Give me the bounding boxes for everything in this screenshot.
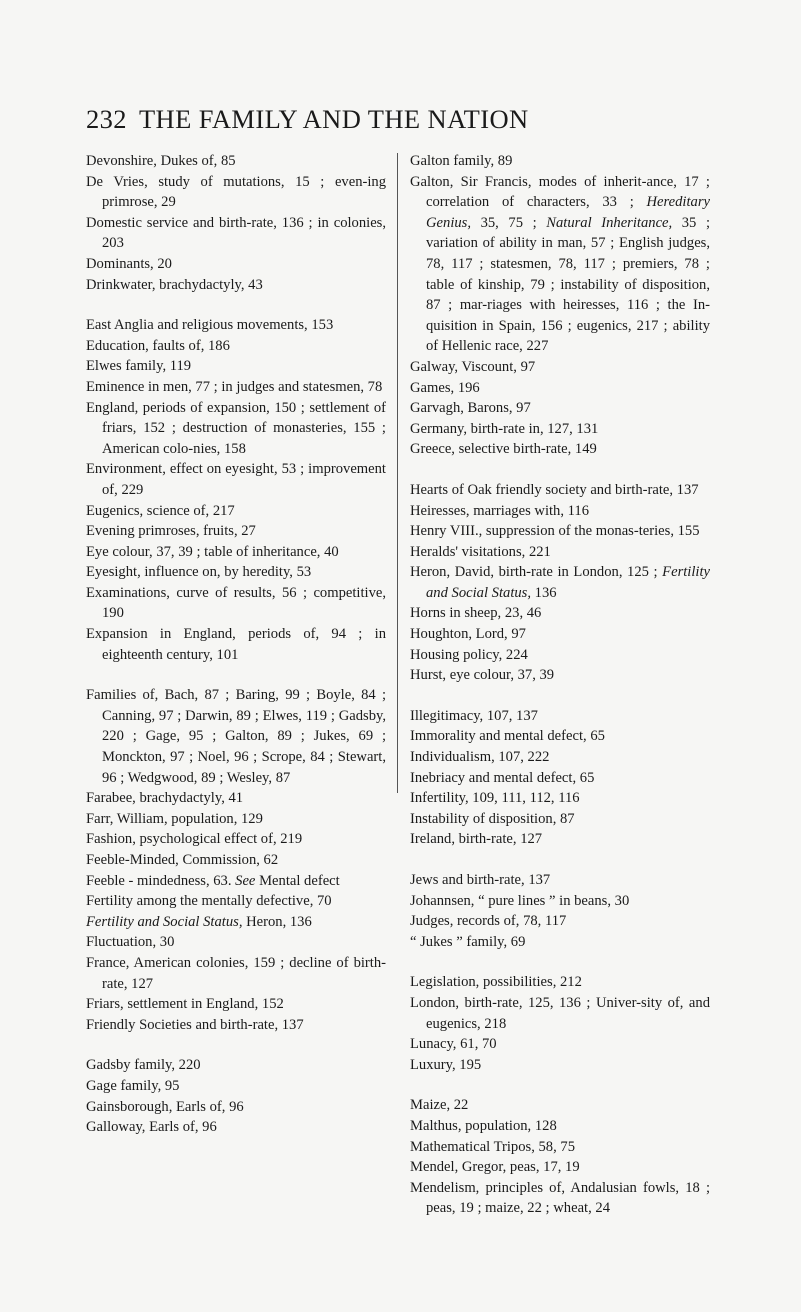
index-entry: Eugenics, science of, 217 — [86, 502, 235, 519]
index-entry: Eye colour, 37, 39 ; table of inheritance, 40 — [86, 543, 339, 560]
index-entry: Garvagh, Barons, 97 — [410, 400, 531, 417]
index-entry: Friendly Societies and birth-rate, 137 — [86, 1016, 304, 1033]
index-entry: Fashion, psychological effect of, 219 — [86, 831, 303, 848]
index-entry: Infertility, 109, 111, 112, 116 — [410, 790, 580, 807]
index-entry: Greece, selective birth-rate, 149 — [410, 441, 597, 458]
index-entry: Fertility among the mentally defective, 70 — [86, 893, 332, 910]
index-entry: France, American colonies, 159 ; decline of birth-rate, 127 — [86, 954, 386, 992]
index-entry: Heralds' visitations, 221 — [410, 543, 551, 560]
index-entry: Malthus, population, 128 — [410, 1117, 557, 1134]
index-entry: Lunacy, 61, 70 — [410, 1036, 497, 1053]
index-entry: Mathematical Tripos, 58, 75 — [410, 1138, 575, 1155]
index-entry: Houghton, Lord, 97 — [410, 626, 526, 643]
index-column-left — [86, 151, 386, 1138]
index-entry: England, periods of expansion, 150 ; settlement of friars, 152 ; destruction of monasteries, 155 ; American colo-nies, 158 — [86, 399, 386, 457]
index-entry: Expansion in England, periods of, 94 ; in eighteenth century, 101 — [86, 626, 386, 663]
index-entry: Illegitimacy, 107, 137 — [410, 707, 538, 724]
index-entry: Environment, effect on eyesight, 53 ; improvement of, 229 — [86, 461, 386, 498]
index-entry: Judges, records of, 78, 117 — [410, 913, 567, 930]
index-column-right — [410, 151, 710, 1219]
index-entry: Elwes family, 119 — [86, 358, 192, 375]
running-title: THE FAMILY AND THE NATION — [138, 104, 529, 134]
index-entry: Housing policy, 224 — [410, 646, 528, 663]
index-entry: Galway, Viscount, 97 — [410, 358, 536, 375]
index-entry: Heiresses, marriages with, 116 — [410, 502, 589, 519]
column-divider — [397, 153, 398, 793]
index-entry: Instability of disposition, 87 — [410, 810, 575, 827]
index-entry: Domestic service and birth-rate, 136 ; in colonies, 203 — [86, 214, 386, 252]
index-entry: Individualism, 107, 222 — [410, 749, 550, 766]
index-entry: Luxury, 195 — [410, 1056, 482, 1073]
index-entry: Maize, 22 — [410, 1097, 469, 1114]
index-entry: Ireland, birth-rate, 127 — [410, 831, 543, 848]
index-entry: Germany, birth-rate in, 127, 131 — [410, 420, 599, 437]
index-entry: Heron, David, birth-rate in London, 125 ; Fertility and Social Status, 136 — [410, 564, 710, 601]
index-entry: Gainsborough, Earls of, 96 — [86, 1098, 244, 1115]
index-entry: Farr, William, population, 129 — [86, 810, 263, 827]
index-entry: Jews and birth-rate, 137 — [410, 872, 551, 888]
index-entry: Horns in sheep, 23, 46 — [410, 605, 542, 622]
index-entry: Galton family, 89 — [410, 153, 513, 169]
page-number: 232 — [86, 104, 127, 134]
index-entry: Dominants, 20 — [86, 255, 172, 272]
index-entry: De Vries, study of mutations, 15 ; even-ing primrose, 29 — [86, 173, 386, 211]
index-entry: Gage family, 95 — [86, 1077, 180, 1094]
index-entry: Examinations, curve of results, 56 ; competitive, 190 — [86, 584, 386, 622]
index-entry: Legislation, possibilities, 212 — [410, 974, 582, 991]
index-entry: “ Jukes ” family, 69 — [410, 933, 526, 950]
index-entry: Fertility and Social Status, Heron, 136 — [86, 913, 312, 930]
index-entry: Families of, Bach, 87 ; Baring, 99 ; Boyle, 84 ; Canning, 97 ; Darwin, 89 ; Elwes, 119 ; Gadsby, 220 ; Gage, 95 ; Galton, 89 ; Jukes, 69 ; Monckton, 97 ; Noel, 96 ; Scrope, 84 ; Stewart, 96 ; Wedgwood, 89 ; Wesley, 87 — [86, 687, 386, 786]
index-entry: Hurst, eye colour, 37, 39 — [410, 667, 555, 684]
index-entry: Farabee, brachydactyly, 41 — [86, 790, 244, 807]
index-entry: Mendel, Gregor, peas, 17, 19 — [410, 1159, 580, 1176]
index-entry: Feeble - mindedness, 63. See Mental defect — [86, 872, 340, 889]
index-entry: Eminence in men, 77 ; in judges and statesmen, 78 — [86, 378, 383, 395]
index-entry: Mendelism, principles of, Andalusian fowls, 18 ; peas, 19 ; maize, 22 ; wheat, 24 — [410, 1179, 710, 1217]
index-entry: Devonshire, Dukes of, 85 — [86, 153, 236, 169]
index-entry: Henry VIII., suppression of the monas-teries, 155 — [410, 523, 700, 540]
index-entry: London, birth-rate, 125, 136 ; Univer-sity of, and eugenics, 218 — [410, 994, 710, 1032]
index-entry: East Anglia and religious movements, 153 — [86, 317, 334, 334]
index-entry: Galton, Sir Francis, modes of inherit-ance, 17 ; correlation of characters, 33 ; Hereditary Genius, 35, 75 ; Natural Inheritance, 35 ; variation of ability in man, 57 ; English judges, 78, 117 ; statesmen, 78, 117 ; premiers, 78 ; table of kinship, 79 ; instability of disposition, 87 ; mar-riages with heiresses, 116 ; the In-quisition in Spain, 156 ; eugenics, 217 ; ability of Hellenic race, 227 — [410, 173, 710, 355]
index-entry: Games, 196 — [410, 379, 480, 396]
index-entry: Education, faults of, 186 — [86, 337, 230, 354]
index-entry: Immorality and mental defect, 65 — [410, 728, 605, 745]
page-header — [86, 104, 529, 135]
index-entry: Gadsby family, 220 — [86, 1057, 201, 1074]
index-entry: Eyesight, influence on, by heredity, 53 — [86, 564, 312, 581]
index-entry: Johannsen, “ pure lines ” in beans, 30 — [410, 892, 630, 909]
index-entry: Fluctuation, 30 — [86, 934, 175, 951]
index-entry: Evening primroses, fruits, 27 — [86, 523, 256, 540]
index-entry: Hearts of Oak friendly society and birth-rate, 137 — [410, 481, 699, 498]
index-entry: Inebriacy and mental defect, 65 — [410, 769, 595, 786]
index-entry: Drinkwater, brachydactyly, 43 — [86, 276, 263, 293]
index-entry: Feeble-Minded, Commission, 62 — [86, 852, 279, 868]
index-entry: Galloway, Earls of, 96 — [86, 1119, 217, 1136]
index-entry: Friars, settlement in England, 152 — [86, 996, 284, 1013]
